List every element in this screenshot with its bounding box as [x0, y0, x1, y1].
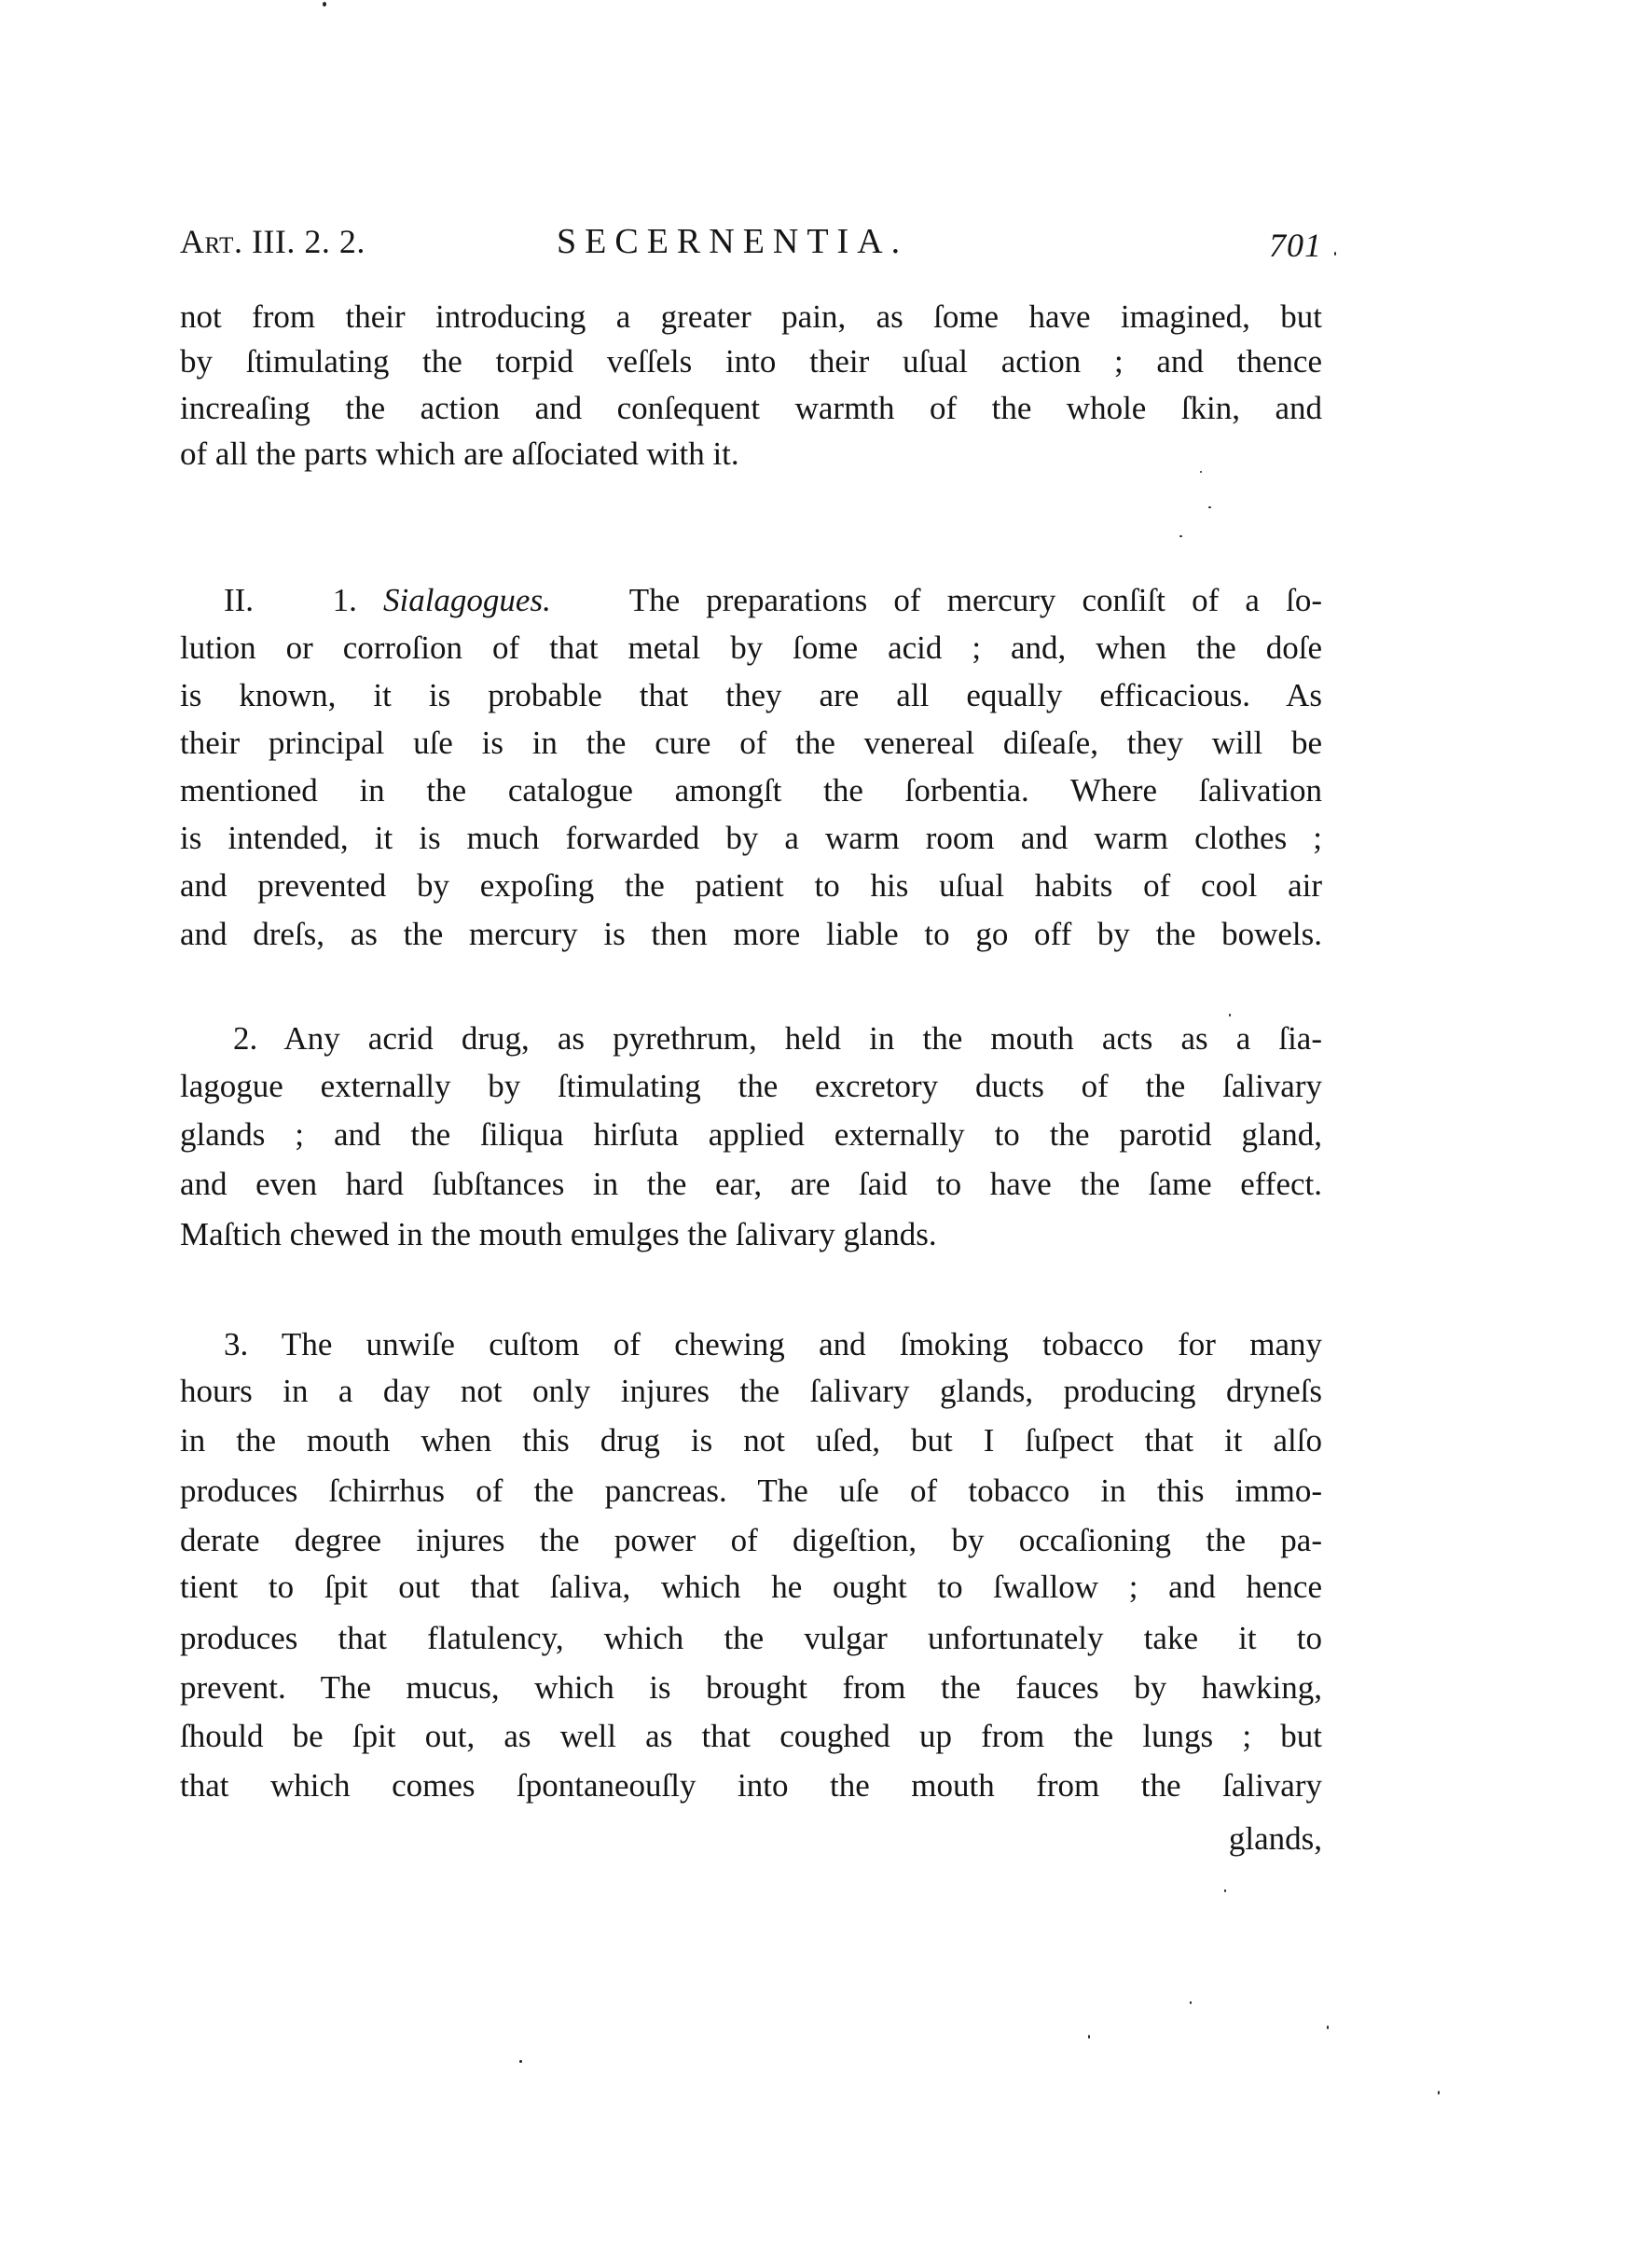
text-line: 2. Any acrid drug, as pyrethrum, held in the mouth acts as a ſia-: [233, 1020, 1322, 1057]
scan-speck: [1334, 252, 1336, 256]
text-line: is intended, it is much forwarded by a warm room and warm clothes ;: [180, 820, 1322, 856]
text-line: and prevented by expoſing the patient to his uſual habits of cool air: [180, 867, 1322, 904]
text-line: by ſtimulating the torpid veſſels into their uſual action ; and thence: [180, 343, 1322, 380]
text-line: increaſing the action and conſequent warmth of the whole ſkin, and: [180, 390, 1322, 426]
text-line: mentioned in the catalogue amongſt the ſorbentia. Where ſalivation: [180, 772, 1322, 809]
scan-speck: [1229, 1014, 1231, 1016]
scan-speck: [519, 2060, 522, 2063]
text-line: produces ſchirrhus of the pancreas. The uſe of tobacco in this immo-: [180, 1473, 1322, 1509]
scan-speck: [1088, 2035, 1090, 2039]
text-line: their principal uſe is in the cure of the venereal diſeaſe, they will be: [180, 725, 1322, 761]
scan-speck: [1208, 506, 1211, 508]
section-reference: Art. III. 2. 2.: [180, 223, 365, 260]
scan-speck: [1200, 471, 1202, 473]
text-line: not from their introducing a greater pain, as ſome have imagined, but: [180, 298, 1322, 335]
scan-speck: [323, 2, 326, 7]
text-line: glands ; and the ſiliqua hirſuta applied externally to the parotid gland,: [180, 1116, 1322, 1153]
scan-speck: [1224, 1889, 1226, 1892]
text-line: and even hard ſubſtances in the ear, are ſaid to have the ſame effect.: [180, 1166, 1322, 1202]
page-title: SECERNENTIA.: [557, 222, 909, 261]
text-line: hours in a day not only injures the ſalivary glands, producing dryneſs: [180, 1373, 1322, 1409]
section-mark: II.: [224, 582, 255, 618]
text-line: Maſtich chewed in the mouth emulges the ſalivary glands.: [180, 1216, 937, 1252]
text-line: lution or corroſion of that metal by ſome acid ; and, when the doſe: [180, 629, 1322, 666]
first-line-text: The preparations of mercury conſiſt of a ſo-: [628, 582, 1322, 618]
item-number: 1.: [332, 582, 357, 618]
text-line: and dreſs, as the mercury is then more liable to go off by the bowels.: [180, 916, 1322, 952]
text-line: in the mouth when this drug is not uſed, but I ſuſpect that it alſo: [180, 1422, 1322, 1459]
text-line: ſhould be ſpit out, as well as that coughed up from the lungs ; but: [180, 1718, 1322, 1754]
text-line: is known, it is probable that they are all equally efficacious. As: [180, 677, 1322, 713]
text-line: that which comes ſpontaneouſly into the mouth from the ſalivary: [180, 1767, 1322, 1804]
scan-speck: [1327, 2026, 1329, 2029]
scan-speck: [1438, 2091, 1440, 2095]
page-number: 701: [1269, 227, 1322, 264]
text-line: of all the parts which are aſſociated with it.: [180, 436, 739, 472]
scan-speck: [1179, 535, 1182, 537]
text-line: 3. The unwiſe cuſtom of chewing and ſmoking tobacco for many: [224, 1326, 1322, 1362]
section-heading: Sialagogues.: [382, 582, 551, 618]
running-head: [180, 220, 1322, 263]
text-line: tient to ſpit out that ſaliva, which he ought to ſwallow ; and hence: [180, 1569, 1322, 1605]
text-line-first: [224, 580, 1322, 621]
text-line: prevent. The mucus, which is brought from the fauces by hawking,: [180, 1669, 1322, 1706]
text-line: lagogue externally by ſtimulating the excretory ducts of the ſalivary: [180, 1068, 1322, 1104]
catchword: glands,: [1228, 1820, 1322, 1857]
text-line: produces that flatulency, which the vulgar unfortunately take it to: [180, 1620, 1322, 1656]
scan-speck: [1190, 2001, 1192, 2004]
text-line: derate degree injures the power of digeſtion, by occaſioning the pa-: [180, 1522, 1322, 1558]
